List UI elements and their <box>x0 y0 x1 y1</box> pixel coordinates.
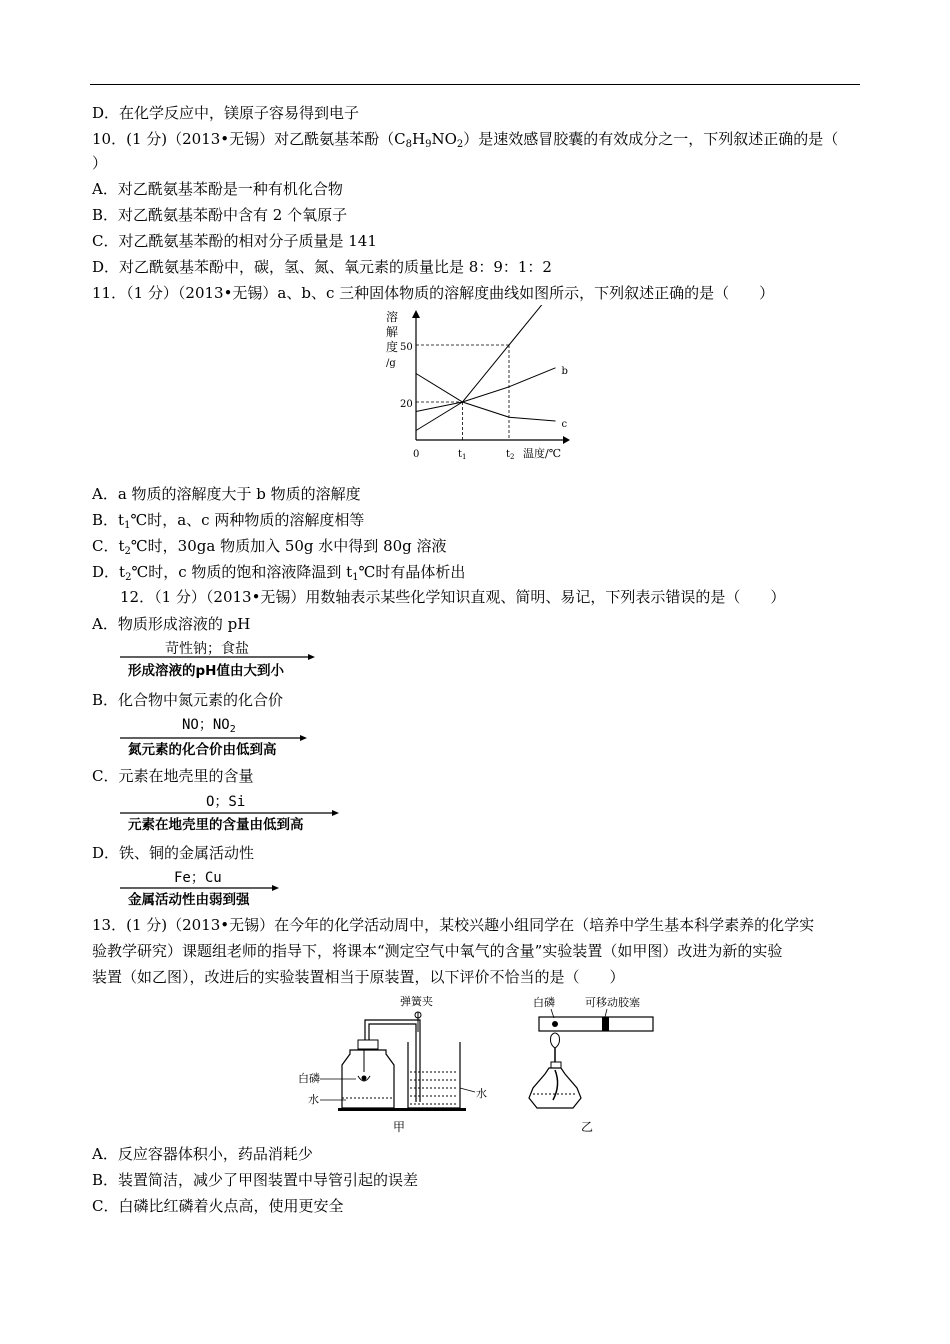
axis-c-label: 元素在地壳里的含量由低到高 <box>128 817 304 833</box>
q13-stem-line-2: 验教学研究）课题组老师的指导下，将课本“测定空气中氧气的含量”实验装置（如甲图）改进为新的实验 <box>92 942 783 960</box>
q11-option-c: C．$t_2℃$时，30ga 物质加入 50g 水中得到 80g 溶液 <box>92 537 447 557</box>
q13-stem-line-3: 装置（如乙图），改进后的实验装置相当于原装置，以下评价不恰当的是（ ） <box>92 968 625 986</box>
axis-b-label: 氮元素的化合价由低到高 <box>128 742 277 758</box>
q11-option-d: D．$t_2℃$时，c 物质的饱和溶液降温到 $t_1℃$时有晶体析出 <box>92 563 466 583</box>
q12-option-d: D．铁、铜的金属活动性 <box>92 844 255 862</box>
axis-d-label: 金属活动性由弱到强 <box>128 892 250 908</box>
q12-option-b: B．化合物中氮元素的化合价 <box>92 691 284 709</box>
y-label-char: 解 <box>386 325 399 339</box>
water-label-left: 水 <box>308 1093 319 1106</box>
q13-option-b: B．装置简洁，减少了甲图装置中导管引起的误差 <box>92 1171 419 1189</box>
y-label-char: /g <box>386 358 396 369</box>
y-tick-label: 20 <box>400 399 413 410</box>
white-phosphorus-label-yi: 白磷 <box>533 996 555 1009</box>
q9-option-d: D．在化学反应中，镁原子容易得到电子 <box>92 104 360 122</box>
phosphorus-in-tube <box>552 1021 558 1027</box>
q10-stem-end: ） <box>92 154 108 172</box>
q10-option-d: D．对乙酰氨基苯酚中，碳，氢、氮、氧元素的质量比是 8：9：1：2 <box>92 258 552 276</box>
q10-option-b: B．对乙酰氨基苯酚中含有 2 个氧原子 <box>92 206 348 224</box>
q13-option-c: C．白磷比红磷着火点高，使用更安全 <box>92 1197 344 1215</box>
water-label-right: 水 <box>476 1087 487 1100</box>
q12-option-a: A．物质形成溶液的 pH <box>92 615 251 633</box>
number-axis-d <box>120 867 320 907</box>
solubility-chart <box>380 305 580 465</box>
q11-stem: 11．（1 分）（2013•无锡）a、b、c 三种固体物质的溶解度曲线如图所示，下列叙述正确的是（ ） <box>92 284 775 302</box>
y-label-char: 溶 <box>386 310 399 324</box>
figure-jia-caption: 甲 <box>393 1120 406 1134</box>
apparatus-jia <box>290 990 500 1135</box>
series-c-curve <box>416 374 556 422</box>
header-rule <box>90 84 860 85</box>
series-c-label: c <box>561 419 568 430</box>
x-tick-label: $t_1$ <box>458 449 467 461</box>
flame <box>551 1033 560 1048</box>
y-label-group <box>386 309 398 369</box>
axis-c-top-label: O；Si <box>206 794 246 810</box>
movable-plug <box>602 1017 609 1031</box>
q12-stem: 12．（1 分）（2013•无锡）用数轴表示某些化学知识直观、简明、易记，下列表示错误的是（ ） <box>120 588 786 606</box>
axis-a-label: 形成溶液的pH值由大到小 <box>128 663 284 679</box>
y-axis-arrow <box>412 310 420 318</box>
connecting-tube <box>365 1020 420 1102</box>
wick <box>553 1070 558 1100</box>
chart-axes <box>412 310 570 444</box>
q13-stem-line-1: 13．(1 分)（2013•无锡）在今年的化学活动周中，某校兴趣小组同学在（培养中学生基本科学素养的化学实 <box>92 916 815 934</box>
x-axis-arrow <box>563 436 570 444</box>
series-a-curve <box>416 305 556 431</box>
q10-stem: 10．(1 分)（2013•无锡）对乙酰氨基苯酚$(C_8H_9NO_2)$是速效感冒胶囊的有效成分之一，下列叙述正确的是（ <box>92 130 839 150</box>
q11-option-a: A．a 物质的溶解度大于 b 物质的溶解度 <box>92 485 361 503</box>
origin-label: 0 <box>413 449 420 460</box>
base <box>338 1108 466 1111</box>
y-label-char: 度 <box>386 340 399 354</box>
stopper <box>358 1040 378 1049</box>
number-axis-b <box>120 714 320 758</box>
alcohol-lamp <box>529 1068 581 1108</box>
q11-option-b: B．$t_1℃$时，a、c 两种物质的溶解度相等 <box>92 511 365 531</box>
q10-option-a: A．对乙酰氨基苯酚是一种有机化合物 <box>92 180 343 198</box>
axis-d-top-label: Fe；Cu <box>174 870 222 886</box>
movable-plug-label: 可移动胶塞 <box>585 996 640 1009</box>
series-b-label: b <box>561 365 568 377</box>
number-axis-c <box>120 791 350 831</box>
axis-a-top-label: 苛性钠；食盐 <box>165 641 249 657</box>
apparatus-yi <box>525 990 660 1135</box>
q13-option-a: A．反应容器体积小，药品消耗少 <box>92 1145 313 1163</box>
figure-yi-caption: 乙 <box>581 1120 594 1134</box>
white-phosphorus <box>362 1076 367 1081</box>
white-phosphorus-label: 白磷 <box>298 1072 320 1085</box>
q12-option-c: C．元素在地壳里的含量 <box>92 767 254 785</box>
x-axis-label: 温度/℃ <box>523 447 562 460</box>
number-axis-a <box>120 638 320 678</box>
axis-b-top-label: NO；$NO_2$ <box>182 717 236 735</box>
q10-option-c: C．对乙酰氨基苯酚的相对分子质量是 141 <box>92 232 377 250</box>
series-b-curve <box>416 368 556 412</box>
x-tick-label: $t_2$ <box>506 449 515 461</box>
spring-clip-label: 弹簧夹 <box>400 995 433 1008</box>
y-tick-label: 50 <box>400 342 413 353</box>
